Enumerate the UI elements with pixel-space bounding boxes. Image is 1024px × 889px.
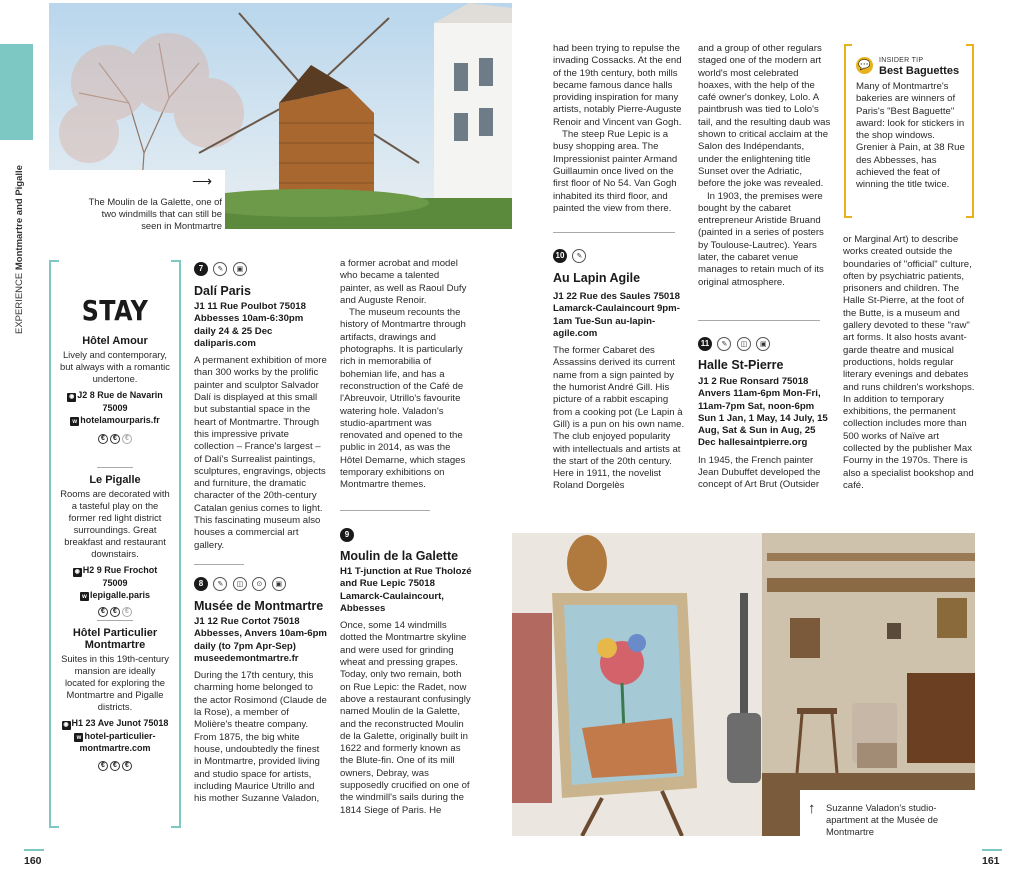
lapin-info: J1 22 Rue des Saules 75018 Lamarck-Caulaincourt 9pm-1am Tue-Sun au-lapin-agile.com	[553, 291, 680, 339]
dali-entry	[194, 260, 327, 552]
entry-divider	[698, 320, 820, 321]
cafe-icon: ◫	[233, 577, 247, 591]
moulin-body-cont: had been trying to repulse the invading Cossacks. At the end of the 19th century, both mills became famous dance halls providing inspiration for many artists, notably Pierre-Auguste Renoir and Vincent van Gogh.	[553, 43, 682, 128]
map-pin-icon: ◉	[63, 722, 69, 728]
insider-box-top-right	[966, 44, 974, 46]
lapin-body: The former Cabaret des Assassins derived its current name from a sign painted by the humorist André Gill. His picture of a rabbit escaping from a cooking pot (Le Lapin à Gill) is a pun on his own name. The club enjoyed popularity with intellectuals and artists at the start of the 20th century. Here in 1911, the novelist Roland Dorgelès	[553, 345, 685, 492]
stay-item-price: € € €	[60, 604, 170, 617]
entry-divider	[553, 232, 675, 233]
cafe-icon: ◫	[737, 337, 751, 351]
windmill-caption: The Moulin de la Galette, one of two windmills that can still be seen in Montmartre	[88, 196, 222, 231]
ticket-icon: ✎	[572, 249, 586, 263]
stay-item-price: € € €	[60, 758, 170, 771]
stay-box-bottom-left	[49, 826, 59, 828]
stay-item-hotel-amour	[60, 335, 170, 444]
halle-title: Halle St-Pierre	[698, 358, 784, 372]
dali-number-badge: 7	[194, 262, 208, 276]
ticket-icon: ✎	[213, 577, 227, 591]
column-5	[698, 43, 831, 289]
lapin-number-badge: 10	[553, 249, 567, 263]
stay-heading: STAY	[81, 294, 149, 327]
musee-info: J1 12 Rue Cortot 75018 Abbesses, Anvers 10am-6pm daily (to 7pm Apr-Sep) museedemontmartre.fr	[194, 615, 327, 664]
entry-divider	[340, 510, 430, 511]
musee-title: Musée de Montmartre	[194, 598, 324, 613]
stay-item-desc: Lively and contemporary, but always with a romantic undertone.	[60, 349, 170, 384]
side-tab-title: Montmartre and Pigalle	[14, 165, 25, 271]
insider-tip-label: INSIDER TIP	[879, 57, 924, 64]
musee-number-badge: 8	[194, 577, 208, 591]
page-number-right-accent	[982, 849, 1002, 851]
column-3	[340, 258, 473, 492]
stay-item-name: Le Pigalle	[89, 474, 141, 486]
stay-item-name: Hôtel Amour	[82, 335, 148, 347]
page-number-left: 160	[24, 855, 42, 867]
stay-item-desc: Suites in this 19th-century mansion are ideally located for exploring the Montmartre and Pigalle districts.	[61, 653, 169, 712]
side-tab-accent	[0, 44, 33, 140]
stay-item-web[interactable]: w hotelamourparis.fr	[60, 414, 170, 427]
stay-item-web[interactable]: w hotel-particulier-montmartre.com	[60, 730, 170, 755]
insider-box-bottom-right	[966, 216, 974, 218]
column-6: or Marginal Art) to describe works created outside the boundaries of "official" culture, often by psychiatric patients, prisoners and children. The Halle St-Pierre, at the foot of the Butte, is a museum and gallery devoted to these "raw" art forms. It also hosts avant-garde theatre and musical productions, holds regular literary evenings and debates and runs children's workshops. In addition to temporary exhibitions, the permanent collection includes more than 500 works of Naïve art collected by the publisher Max Fourny in the 1970s. There is also a specialist bookshop and café.	[843, 234, 975, 491]
insider-tip-icon: 💬	[856, 57, 873, 74]
stay-item-address: ◉ H1 23 Ave Junot 75018	[63, 718, 169, 728]
insider-box-top-left	[844, 44, 852, 46]
musee-body-cont: a former acrobat and model who became a talented painter, as well as Raoul Dufy and Auguste Renoir.	[340, 258, 467, 306]
dali-info: J1 11 Rue Poulbot 75018 Abbesses 10am-6:30pm daily 24 & 25 Dec daliparis.com	[194, 301, 306, 349]
musee-body: During the 17th century, this charming home belonged to the actor Rosimond (Claude de la Rose), a member of Molière's theatre company. From 1875, the big white house, undoubtedly the finest in Montmartre, provided living and studio space for artists, including Maurice Utrillo and his mother Suzanne Valadon,	[194, 670, 327, 805]
musee-badges	[194, 575, 327, 593]
halle-entry	[698, 335, 831, 492]
moulin-info: H1 T-junction at Rue Tholozé and Rue Lepic 75018 Lamarck-Caulaincourt, Abbesses	[340, 566, 472, 614]
moulin-number-badge: 9	[340, 528, 354, 542]
stay-item-hotel-particulier	[60, 627, 170, 771]
lapin-badges	[553, 247, 686, 265]
musee-body-p2: The museum recounts the history of Montmartre through artifacts, drawings and photographs. It is particularly rich in memorabilia of bohemian life, and has a reconstruction of the Café de l'Abreuvoir, Utrillo's favourite watering hole. Valadon's studio-apartment was renovated and opened to the public in 2014, as was the Hôtel Demarne, which stages temporary exhibitions on Montmartre themes.	[340, 307, 466, 491]
stay-box-bottom-right	[171, 826, 181, 828]
page-number-right: 161	[982, 855, 1000, 867]
caption-arrow-icon: ⟶	[192, 173, 213, 189]
web-icon: w	[80, 592, 89, 601]
halle-number-badge: 11	[698, 337, 712, 351]
musee-entry	[194, 575, 327, 805]
moulin-entry	[340, 526, 473, 817]
page-number-left-accent	[24, 849, 44, 851]
gift-icon: ▣	[272, 577, 286, 591]
moulin-body-p2: The steep Rue Lepic is a busy shopping area. The Impressionist painter Armand Guillaumin once lived on the first floor of No 54. Van Gogh inhabited its third floor, and painted the view from there.	[553, 129, 678, 214]
stay-box-top-left	[49, 260, 59, 262]
gift-icon: ▣	[756, 337, 770, 351]
lapin-entry	[553, 247, 686, 493]
column-2	[194, 260, 327, 805]
stay-item-desc: Rooms are decorated with a tasteful play on the former red light district surroundings. Great breakfast and restaurant downstairs.	[60, 488, 170, 559]
stay-box-top-right	[171, 260, 181, 262]
moulin-title: Moulin de la Galette	[340, 549, 459, 563]
halle-info: J1 2 Rue Ronsard 75018 Anvers 11am-6pm Mon-Fri, 11am-7pm Sat, noon-6pm Sun 1 Jan, 1 May, 14 July, 15 Aug, Sat & Sun in Aug, 25 Dec hallesaintpierre.org	[698, 376, 828, 449]
ticket-icon: ✎	[717, 337, 731, 351]
restaurant-icon: ⊙	[252, 577, 266, 591]
entry-divider	[194, 564, 244, 565]
column-4	[553, 43, 686, 215]
gift-icon: ▣	[233, 262, 247, 276]
side-tab-label	[14, 165, 25, 334]
insider-tip-title: Best Baguettes	[879, 65, 960, 77]
lapin-title: Au Lapin Agile	[553, 271, 641, 285]
stay-divider	[97, 620, 133, 621]
stay-divider	[97, 467, 133, 468]
side-tab-prefix: EXPERIENCE	[14, 272, 25, 334]
halle-body: In 1945, the French painter Jean Dubuffet developed the concept of Art Brut (Outsider	[698, 454, 821, 491]
stay-item-name: Hôtel Particulier Montmartre	[72, 627, 158, 651]
lapin-body-cont: and a group of other regulars staged one of the modern art world's most celebrated hoaxes, with the help of the café owner's donkey, Lolo. A paintbrush was tied to Lolo's tail, and the resulting daub was shown to critical acclaim at the Salon des Indépendants, under the enlightening title Sunset over the Adriatic, before the joke was revealed.	[698, 43, 831, 190]
stay-item-price: € € €	[60, 431, 170, 444]
dali-title: Dalí Paris	[194, 284, 251, 298]
caption-arrow-up-icon: ↑	[808, 800, 816, 817]
dali-badges	[194, 260, 327, 278]
dali-body: A permanent exhibition of more than 300 works by the prolific painter and sculptor Salvador Dalí is displayed at this small but substantial space in the heart of Montmartre. Through this impressive private collection – France's largest – of Dalí's Surrealist paintings, sculptures, engravings, objects and furniture, the dramatic character of the 20th-century Catalan genius comes to light. This fascinating museum also houses a commercial art gallery.	[194, 355, 327, 551]
map-pin-icon: ◉	[74, 569, 80, 575]
lapin-body-p2: In 1903, the premises were bought by the cabaret entrepreneur Aristide Bruand (painted in a series of posters by Toulouse-Lautrec). Years later, the cabaret venue manages to retain much of its original atmosphere.	[698, 190, 824, 288]
stay-item-web[interactable]: w lepigalle.paris	[60, 589, 170, 602]
studio-caption: Suzanne Valadon's studio-apartment at the Musée de Montmartre	[826, 802, 939, 837]
stay-item-address: ◉ J2 8 Rue de Navarin 75009	[69, 390, 163, 413]
web-icon: w	[74, 733, 83, 742]
moulin-body: Once, some 14 windmills dotted the Montmartre skyline and were used for grinding wheat and pressing grapes. Today, only two remain, both on Rue Lepic: the Radet, now above a restaurant confusingly named Moulin de la Galette, and the reconstructed Moulin de la Galette, originally built in 1622 and formerly known as the Blute-fin. One of its mill owners, Debray, was supposedly crucified on one of the windmill's sails during the 1814 Siege of Paris. He	[340, 620, 471, 816]
halle-badges	[698, 335, 831, 353]
ticket-icon: ✎	[213, 262, 227, 276]
map-pin-icon: ◉	[69, 394, 75, 400]
web-icon: w	[70, 417, 79, 426]
insider-box-bottom-left	[844, 216, 852, 218]
stay-item-address: ◉ H2 9 Rue Frochot 75009	[74, 565, 158, 588]
stay-item-le-pigalle	[60, 474, 170, 617]
insider-tip-body: Many of Montmartre's bakeries are winners of Paris's "Best Baguette" award: look for stickers in the shop windows. Grenier à Pain, at 38 Rue des Abbesses, has achieved the feat of winning the title twice.	[856, 81, 965, 191]
